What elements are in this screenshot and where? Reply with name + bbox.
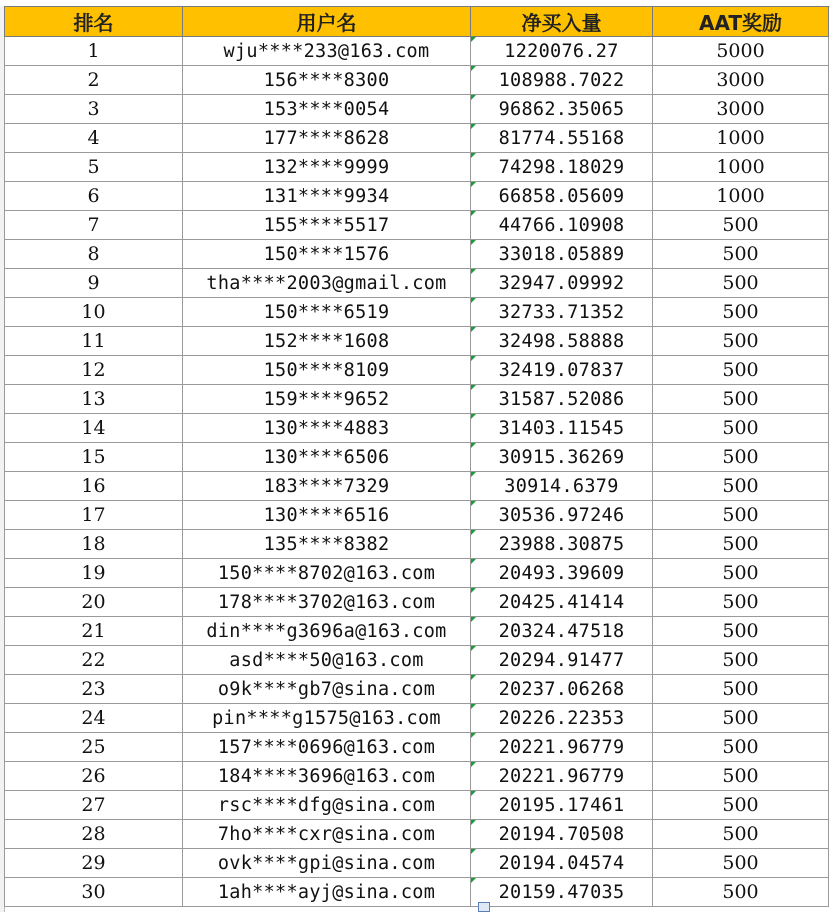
cell-rank[interactable]: 25 [5, 733, 183, 762]
cell-reward[interactable]: 500 [653, 385, 829, 414]
cell-rank[interactable]: 4 [5, 124, 183, 153]
cell-net-buy[interactable]: 31587.52086 [471, 385, 653, 414]
cell-rank[interactable]: 6 [5, 182, 183, 211]
table-row [5, 182, 829, 211]
cell-rank[interactable]: 1 [5, 37, 183, 66]
cell-net-buy[interactable]: 32498.58888 [471, 327, 653, 356]
cell-net-buy[interactable]: 20324.47518 [471, 617, 653, 646]
cell-reward[interactable]: 500 [653, 588, 829, 617]
cell-reward[interactable]: 500 [653, 240, 829, 269]
table-row [5, 472, 829, 501]
cell-reward[interactable]: 500 [653, 211, 829, 240]
cell-rank[interactable]: 11 [5, 327, 183, 356]
cell-reward[interactable]: 500 [653, 791, 829, 820]
header-row [5, 7, 829, 37]
cell-rank[interactable]: 13 [5, 385, 183, 414]
cell-net-buy[interactable]: 20294.91477 [471, 646, 653, 675]
cell-net-buy[interactable]: 33018.05889 [471, 240, 653, 269]
cell-reward[interactable]: 500 [653, 878, 829, 907]
cell-reward[interactable]: 1000 [653, 124, 829, 153]
cell-reward[interactable]: 1000 [653, 153, 829, 182]
table-row [5, 414, 829, 443]
paste-options-icon[interactable] [478, 902, 490, 912]
cell-net-buy[interactable]: 20237.06268 [471, 675, 653, 704]
table-row [5, 443, 829, 472]
cell-net-buy[interactable]: 20194.70508 [471, 820, 653, 849]
cell-rank[interactable]: 30 [5, 878, 183, 907]
cell-net-buy[interactable]: 30914.6379 [471, 472, 653, 501]
table-row [5, 617, 829, 646]
table-row [5, 385, 829, 414]
cell-username[interactable]: 157****0696@163.com [183, 733, 471, 762]
cell-rank[interactable]: 29 [5, 849, 183, 878]
cell-net-buy[interactable]: 20493.39609 [471, 559, 653, 588]
table-row [5, 240, 829, 269]
ranking-table [4, 6, 829, 907]
cell-username[interactable]: 150****8109 [183, 356, 471, 385]
cell-net-buy[interactable]: 32947.09992 [471, 269, 653, 298]
cell-net-buy[interactable]: 30915.36269 [471, 443, 653, 472]
cell-rank[interactable]: 2 [5, 66, 183, 95]
cell-username[interactable]: 153****0054 [183, 95, 471, 124]
cell-username[interactable]: 131****9934 [183, 182, 471, 211]
header-rank[interactable]: 排名 [5, 7, 183, 37]
cell-reward[interactable]: 500 [653, 443, 829, 472]
cell-net-buy[interactable]: 32419.07837 [471, 356, 653, 385]
cell-net-buy[interactable]: 20159.47035 [471, 878, 653, 907]
cell-rank[interactable]: 8 [5, 240, 183, 269]
cell-net-buy[interactable]: 20194.04574 [471, 849, 653, 878]
table-row [5, 298, 829, 327]
cell-rank[interactable]: 7 [5, 211, 183, 240]
cell-username[interactable]: asd****50@163.com [183, 646, 471, 675]
cell-username[interactable]: pin****g1575@163.com [183, 704, 471, 733]
cell-username[interactable]: 152****1608 [183, 327, 471, 356]
table-row [5, 646, 829, 675]
table-row [5, 211, 829, 240]
cell-reward[interactable]: 500 [653, 298, 829, 327]
cell-reward[interactable]: 500 [653, 733, 829, 762]
cell-username[interactable]: 150****8702@163.com [183, 559, 471, 588]
cell-reward[interactable]: 500 [653, 704, 829, 733]
cell-reward[interactable]: 3000 [653, 95, 829, 124]
table-row [5, 269, 829, 298]
cell-username[interactable]: 135****8382 [183, 530, 471, 559]
cell-reward[interactable]: 500 [653, 269, 829, 298]
cell-rank[interactable]: 17 [5, 501, 183, 530]
cell-username[interactable]: 184****3696@163.com [183, 762, 471, 791]
cell-rank[interactable]: 16 [5, 472, 183, 501]
cell-net-buy[interactable]: 23988.30875 [471, 530, 653, 559]
cell-reward[interactable]: 500 [653, 530, 829, 559]
cell-reward[interactable]: 500 [653, 501, 829, 530]
cell-rank[interactable]: 15 [5, 443, 183, 472]
cell-net-buy[interactable]: 96862.35065 [471, 95, 653, 124]
cell-net-buy[interactable]: 81774.55168 [471, 124, 653, 153]
cell-net-buy[interactable]: 20226.22353 [471, 704, 653, 733]
cell-net-buy[interactable]: 20221.96779 [471, 762, 653, 791]
cell-rank[interactable]: 24 [5, 704, 183, 733]
cell-username[interactable]: 150****1576 [183, 240, 471, 269]
table-row [5, 733, 829, 762]
cell-username[interactable]: 130****4883 [183, 414, 471, 443]
cell-rank[interactable]: 3 [5, 95, 183, 124]
cell-username[interactable]: 1ah****ayj@sina.com [183, 878, 471, 907]
cell-username[interactable]: 130****6506 [183, 443, 471, 472]
table-row [5, 791, 829, 820]
cell-rank[interactable]: 14 [5, 414, 183, 443]
cell-net-buy[interactable]: 108988.7022 [471, 66, 653, 95]
cell-reward[interactable]: 1000 [653, 182, 829, 211]
cell-username[interactable]: 177****8628 [183, 124, 471, 153]
cell-net-buy[interactable]: 74298.18029 [471, 153, 653, 182]
cell-net-buy[interactable]: 20221.96779 [471, 733, 653, 762]
cell-reward[interactable]: 500 [653, 472, 829, 501]
cell-net-buy[interactable]: 66858.05609 [471, 182, 653, 211]
cell-username[interactable]: 155****5517 [183, 211, 471, 240]
cell-reward[interactable]: 3000 [653, 66, 829, 95]
cell-reward[interactable]: 500 [653, 675, 829, 704]
cell-rank[interactable]: 20 [5, 588, 183, 617]
cell-reward[interactable]: 500 [653, 820, 829, 849]
cell-rank[interactable]: 10 [5, 298, 183, 327]
cell-reward[interactable]: 500 [653, 559, 829, 588]
cell-username[interactable]: wju****233@163.com [183, 37, 471, 66]
cell-reward[interactable]: 500 [653, 617, 829, 646]
cell-username[interactable]: o9k****gb7@sina.com [183, 675, 471, 704]
cell-net-buy[interactable]: 20425.41414 [471, 588, 653, 617]
cell-reward[interactable]: 500 [653, 414, 829, 443]
cell-net-buy[interactable]: 44766.10908 [471, 211, 653, 240]
cell-username[interactable]: tha****2003@gmail.com [183, 269, 471, 298]
table-row [5, 675, 829, 704]
table-row [5, 153, 829, 182]
table-row [5, 849, 829, 878]
table-row [5, 878, 829, 907]
cell-username[interactable]: 130****6516 [183, 501, 471, 530]
cell-username[interactable]: 159****9652 [183, 385, 471, 414]
cell-rank[interactable]: 27 [5, 791, 183, 820]
cell-username[interactable]: 178****3702@163.com [183, 588, 471, 617]
table-row [5, 356, 829, 385]
cell-rank[interactable]: 26 [5, 762, 183, 791]
cell-rank[interactable]: 22 [5, 646, 183, 675]
table-row [5, 762, 829, 791]
cell-reward[interactable]: 5000 [653, 37, 829, 66]
cell-net-buy[interactable]: 31403.11545 [471, 414, 653, 443]
cell-rank[interactable]: 9 [5, 269, 183, 298]
cell-username[interactable]: rsc****dfg@sina.com [183, 791, 471, 820]
cell-rank[interactable]: 5 [5, 153, 183, 182]
table-row [5, 820, 829, 849]
cell-rank[interactable]: 19 [5, 559, 183, 588]
cell-username[interactable]: 183****7329 [183, 472, 471, 501]
header-username[interactable]: 用户名 [183, 7, 471, 37]
cell-username[interactable]: din****g3696a@163.com [183, 617, 471, 646]
table-row [5, 530, 829, 559]
table-row [5, 704, 829, 733]
cell-rank[interactable]: 23 [5, 675, 183, 704]
table-row [5, 588, 829, 617]
cell-net-buy[interactable]: 1220076.27 [471, 37, 653, 66]
cell-username[interactable]: 7ho****cxr@sina.com [183, 820, 471, 849]
table-row [5, 95, 829, 124]
cell-rank[interactable]: 18 [5, 530, 183, 559]
table-row [5, 501, 829, 530]
cell-username[interactable]: 156****8300 [183, 66, 471, 95]
cell-reward[interactable]: 500 [653, 849, 829, 878]
table-row [5, 124, 829, 153]
cell-username[interactable]: 132****9999 [183, 153, 471, 182]
cell-username[interactable]: 150****6519 [183, 298, 471, 327]
cell-rank[interactable]: 12 [5, 356, 183, 385]
header-reward[interactable]: AAT奖励 [653, 7, 829, 37]
header-net-buy[interactable]: 净买入量 [471, 7, 653, 37]
table-row [5, 66, 829, 95]
table-row [5, 559, 829, 588]
cell-rank[interactable]: 21 [5, 617, 183, 646]
cell-net-buy[interactable]: 30536.97246 [471, 501, 653, 530]
table-row [5, 327, 829, 356]
cell-net-buy[interactable]: 32733.71352 [471, 298, 653, 327]
cell-reward[interactable]: 500 [653, 762, 829, 791]
cell-net-buy[interactable]: 20195.17461 [471, 791, 653, 820]
cell-username[interactable]: ovk****gpi@sina.com [183, 849, 471, 878]
cell-rank[interactable]: 28 [5, 820, 183, 849]
table-row [5, 37, 829, 66]
cell-reward[interactable]: 500 [653, 327, 829, 356]
cell-reward[interactable]: 500 [653, 356, 829, 385]
cell-reward[interactable]: 500 [653, 646, 829, 675]
